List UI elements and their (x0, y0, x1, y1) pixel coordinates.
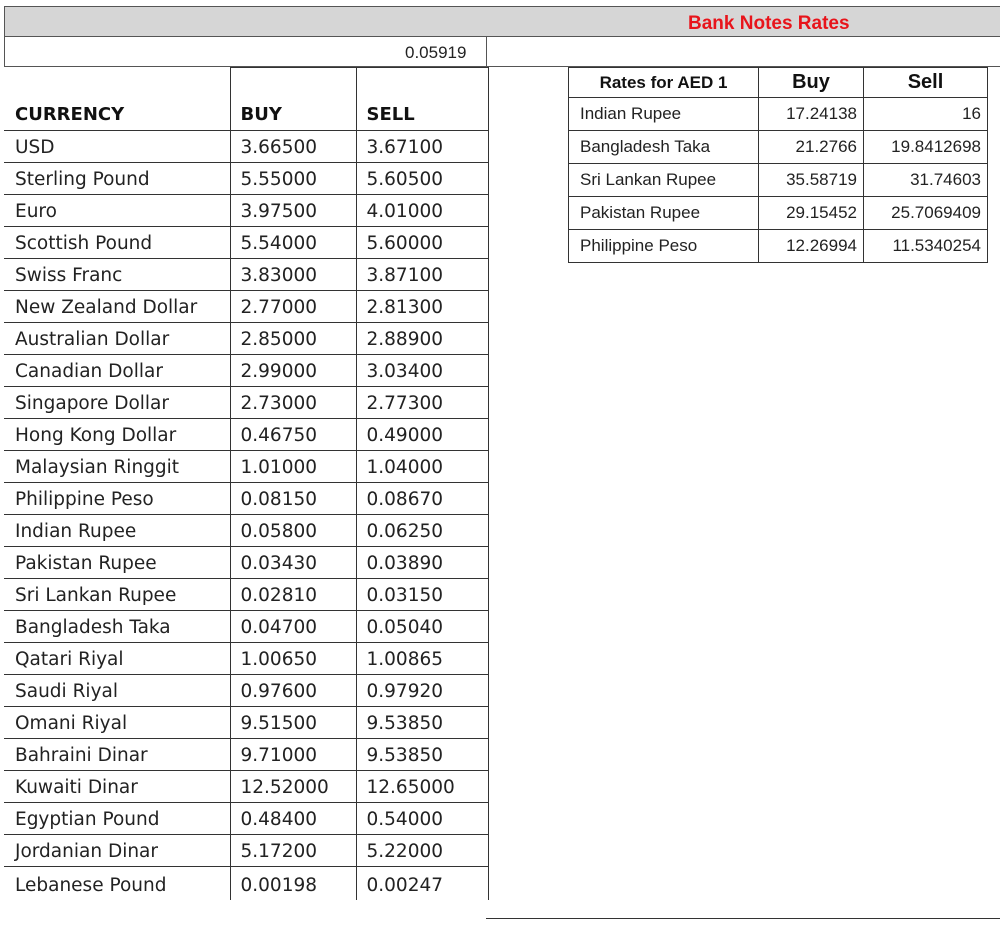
buy-rate-cell: 3.97500 (230, 195, 356, 227)
sell-rate-cell: 3.87100 (356, 259, 488, 291)
aed-sell-cell: 31.74603 (864, 164, 988, 197)
currency-name-cell: Lebanese Pound (15, 874, 167, 896)
buy-rate-cell: 5.54000 (230, 227, 356, 259)
buy-rate-cell: 0.08150 (230, 483, 356, 515)
currency-name-cell: Hong Kong Dollar (4, 419, 230, 451)
header-currency: CURRENCY (4, 68, 230, 131)
sell-rate-cell: 4.01000 (356, 195, 488, 227)
currency-name-cell: Jordanian Dinar (4, 835, 230, 867)
table-row (4, 547, 488, 579)
buy-rate-cell: 0.00198 (230, 867, 356, 900)
buy-rate-cell: 5.17200 (230, 835, 356, 867)
buy-rate-cell: 0.46750 (230, 419, 356, 451)
table-row (4, 515, 488, 547)
sell-rate-cell: 0.97920 (356, 675, 488, 707)
table-row (4, 451, 488, 483)
table-row (4, 643, 488, 675)
currency-name-cell: Singapore Dollar (4, 387, 230, 419)
sell-rate-cell: 0.49000 (356, 419, 488, 451)
buy-rate-cell: 0.48400 (230, 803, 356, 835)
reference-value: 0.05919 (405, 43, 467, 62)
table-row (4, 739, 488, 771)
aed-table-row (569, 230, 988, 263)
table-row (4, 675, 488, 707)
buy-rate-cell: 0.97600 (230, 675, 356, 707)
header-sell: SELL (356, 68, 488, 131)
sell-rate-cell: 3.67100 (356, 131, 488, 163)
currency-name-cell: Euro (4, 195, 230, 227)
sell-rate-cell: 5.22000 (356, 835, 488, 867)
sell-rate-cell: 9.53850 (356, 739, 488, 771)
sell-rate-cell: 9.53850 (356, 707, 488, 739)
aed-header-buy: Buy (759, 68, 864, 98)
aed-header-rates: Rates for AED 1 (569, 68, 759, 98)
currency-name-cell: Bangladesh Taka (4, 611, 230, 643)
currency-name-cell: Canadian Dollar (4, 355, 230, 387)
aed-table-row (569, 98, 988, 131)
currency-name-cell: Qatari Riyal (4, 643, 230, 675)
buy-rate-cell: 0.05800 (230, 515, 356, 547)
aed-sell-cell: 25.7069409 (864, 197, 988, 230)
aed-currency-cell: Bangladesh Taka (569, 131, 759, 164)
table-row (4, 483, 488, 515)
aed-buy-cell: 29.15452 (759, 197, 864, 230)
buy-rate-cell: 0.03430 (230, 547, 356, 579)
table-row (4, 259, 488, 291)
aed-buy-cell: 17.24138 (759, 98, 864, 131)
sell-rate-cell: 0.03890 (356, 547, 488, 579)
table-row (4, 387, 488, 419)
currency-name-cell: Indian Rupee (4, 515, 230, 547)
aed-sell-cell: 16 (864, 98, 988, 131)
currency-name-cell: Saudi Riyal (4, 675, 230, 707)
buy-rate-cell: 9.71000 (230, 739, 356, 771)
table-row (4, 579, 488, 611)
buy-rate-cell: 9.51500 (230, 707, 356, 739)
sell-rate-cell: 2.77300 (356, 387, 488, 419)
table-row (4, 803, 488, 835)
currency-name-cell: Australian Dollar (4, 323, 230, 355)
reference-row-divider (486, 37, 487, 67)
buy-rate-cell: 2.85000 (230, 323, 356, 355)
sell-rate-cell: 0.54000 (356, 803, 488, 835)
currency-name-cell: Swiss Franc (4, 259, 230, 291)
sell-rate-cell: 2.88900 (356, 323, 488, 355)
currency-name-cell: Pakistan Rupee (4, 547, 230, 579)
currency-name-cell: Scottish Pound (4, 227, 230, 259)
bottom-rule (486, 918, 1000, 919)
currency-name-cell: Sterling Pound (4, 163, 230, 195)
currency-name-cell: Malaysian Ringgit (4, 451, 230, 483)
title-bar (4, 6, 1000, 37)
currency-name-cell: Omani Riyal (4, 707, 230, 739)
table-row (4, 611, 488, 643)
table-row (4, 163, 488, 195)
buy-rate-cell: 2.99000 (230, 355, 356, 387)
buy-rate-cell: 1.00650 (230, 643, 356, 675)
currency-name-cell: Sri Lankan Rupee (4, 579, 230, 611)
sell-rate-cell: 1.00865 (356, 643, 488, 675)
buy-rate-cell: 3.66500 (230, 131, 356, 163)
buy-rate-cell: 12.52000 (230, 771, 356, 803)
table-row (4, 131, 488, 163)
sell-rate-cell: 1.04000 (356, 451, 488, 483)
buy-rate-cell: 5.55000 (230, 163, 356, 195)
reference-row (4, 37, 1000, 67)
aed-buy-cell: 12.26994 (759, 230, 864, 263)
aed-table-row (569, 197, 988, 230)
table-row (4, 323, 488, 355)
sell-rate-cell: 2.81300 (356, 291, 488, 323)
aed-table-row (569, 131, 988, 164)
table-row (4, 419, 488, 451)
table-row (4, 835, 488, 867)
aed-rates-table (568, 67, 988, 263)
currency-name-cell: Philippine Peso (4, 483, 230, 515)
aed-currency-cell: Pakistan Rupee (569, 197, 759, 230)
sell-rate-cell: 0.08670 (356, 483, 488, 515)
aed-header-row (569, 68, 988, 98)
buy-rate-cell: 1.01000 (230, 451, 356, 483)
currency-rates-table (4, 67, 489, 900)
buy-rate-cell: 0.02810 (230, 579, 356, 611)
sell-rate-cell: 3.03400 (356, 355, 488, 387)
aed-sell-cell: 19.8412698 (864, 131, 988, 164)
aed-currency-cell: Indian Rupee (569, 98, 759, 131)
sell-rate-cell: 5.60500 (356, 163, 488, 195)
currency-name-cell: New Zealand Dollar (4, 291, 230, 323)
buy-rate-cell: 0.04700 (230, 611, 356, 643)
buy-rate-cell: 2.77000 (230, 291, 356, 323)
aed-table-row (569, 164, 988, 197)
sell-rate-cell: 0.06250 (356, 515, 488, 547)
table-row (4, 867, 488, 900)
table-row (4, 355, 488, 387)
sell-rate-cell: 0.05040 (356, 611, 488, 643)
header-buy: BUY (230, 68, 356, 131)
currency-name-cell: Egyptian Pound (4, 803, 230, 835)
table-row (4, 195, 488, 227)
currency-name-cell: Kuwaiti Dinar (4, 771, 230, 803)
sell-rate-cell: 5.60000 (356, 227, 488, 259)
page-title: Bank Notes Rates (688, 13, 850, 34)
aed-currency-cell: Philippine Peso (569, 230, 759, 263)
aed-sell-cell: 11.5340254 (864, 230, 988, 263)
currency-name-cell: Bahraini Dinar (4, 739, 230, 771)
aed-currency-cell: Sri Lankan Rupee (569, 164, 759, 197)
buy-rate-cell: 3.83000 (230, 259, 356, 291)
table-header-row (4, 68, 488, 131)
aed-buy-cell: 21.2766 (759, 131, 864, 164)
buy-rate-cell: 2.73000 (230, 387, 356, 419)
sell-rate-cell: 0.03150 (356, 579, 488, 611)
table-row (4, 291, 488, 323)
sell-rate-cell: 0.00247 (356, 867, 488, 900)
table-row (4, 771, 488, 803)
table-row (4, 707, 488, 739)
table-row (4, 227, 488, 259)
aed-header-sell: Sell (864, 68, 988, 98)
aed-buy-cell: 35.58719 (759, 164, 864, 197)
sell-rate-cell: 12.65000 (356, 771, 488, 803)
currency-name-cell: USD (4, 131, 230, 163)
